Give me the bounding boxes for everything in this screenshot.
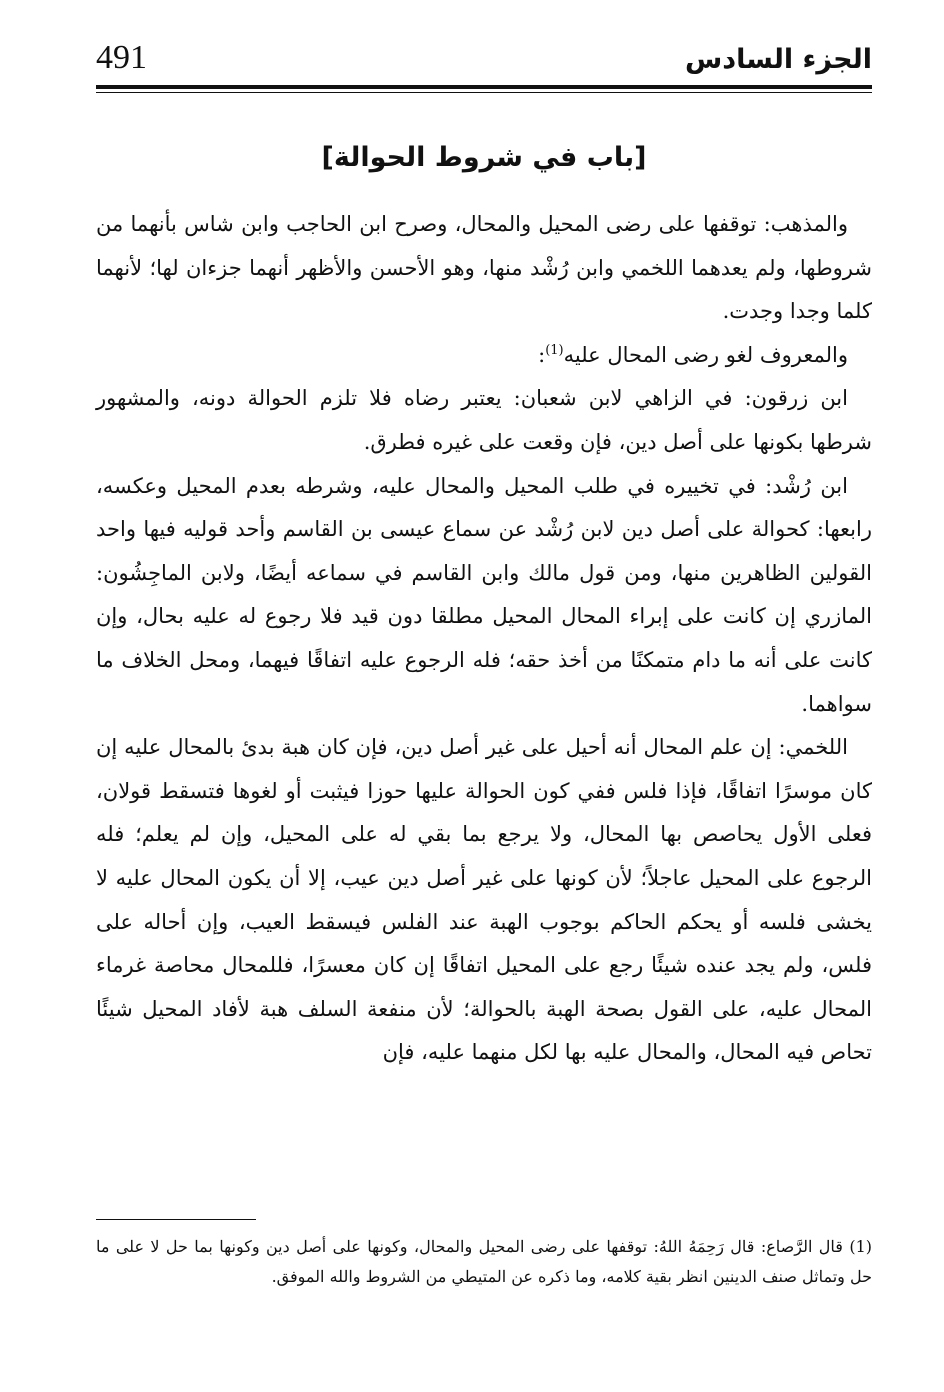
paragraph-text: والمعروف لغو رضى المحال عليه xyxy=(563,342,848,367)
header-rule-thick xyxy=(96,85,872,89)
footnote-reference: (1) xyxy=(545,342,564,358)
running-header xyxy=(96,30,872,86)
page-number: 491 xyxy=(96,39,147,76)
paragraph xyxy=(96,726,872,1075)
paragraph xyxy=(96,377,872,464)
paragraph-text: ابن رُشْد: في تخييره في طلب المحيل والمحال عليه، وشرطه بعدم المحيل وعكسه، رابعها: كحوالة على أصل دين لابن رُشْد عن سماع عيسى بن القاسم وأحد قوليه فيها واحد القولين الظاهرين منها، ومن قول مالك وابن القاسم في سماعه أيضًا، ولابن الماجِشُون: المازري إن كانت على إبراء المحال المحيل مطلقا دون قيد فلا رجوع له عليه بحال، وإن كانت على أنه ما دام متمكنًا من أخذ حقه؛ فله الرجوع عليه اتفاقًا فيهما، ومحل الخلاف ما سواهما. xyxy=(96,473,872,716)
paragraph-text: اللخمي: إن علم المحال أنه أحيل على غير أصل دين، فإن كان هبة بدئ بالمحال عليه إن كان موسرًا اتفاقًا، فإذا فلس ففي كون الحوالة عليها حوزا فيثبت أو لغوها فتسقط قولان، فعلى الأول يحاصص بها المحال، ولا يرجع بما بقي له على المحيل، وإن لم يعلم؛ فله الرجوع على المحيل عاجلاً؛ لأن كونها على غير أصل دين عيب، إلا أن يكون المحال عليه لا يخشى فلسه أو يحكم الحاكم بوجوب الهبة عند الفلس فيسقط العيب، وإن أحاله على فلس، ولم يجد عنده شيئًا رجع على المحيل اتفاقًا إن كان معسرًا، فللمحال محاصة غرماء المحال عليه، على القول بصحة الهبة بالحوالة؛ لأن منفعة السلف هبة لأفاد المحيل شيئًا تحاص فيه المحال، والمحال عليه بها لكل منهما عليه، فإن xyxy=(96,735,872,1065)
header-rule-thin xyxy=(96,92,872,93)
footnote: (1) قال الرَّصاع: قال رَحِمَهُ اللهُ: توقفها على رضى المحيل والمحال، وكونها على أصل دين وكونها بما حل لا على ما حل وتماثل صنف الدينين انظر بقية كلامه، وما ذكره عن المتيطي من الشروط والله الموفق. xyxy=(96,1237,872,1286)
paragraph xyxy=(96,203,872,334)
paragraph-tail: : xyxy=(538,342,546,367)
paragraph xyxy=(96,334,872,378)
volume-title: الجزء السادس xyxy=(685,44,872,75)
paragraph-text: ابن زرقون: في الزاهي لابن شعبان: يعتبر رضاه فلا تلزم الحوالة دونه، والمشهور شرطها بكونها على أصل دين، فإن وقعت على غيره فطرق. xyxy=(96,386,872,454)
paragraph xyxy=(96,465,872,727)
body-text xyxy=(96,203,872,1075)
paragraph-text: والمذهب: توقفها على رضى المحيل والمحال، وصرح ابن الحاجب وابن شاس بأنهما من شروطها، ولم يعدهما اللخمي وابن رُشْد منها، وهو الأحسن والأظهر أنهما جزءان لها؛ لأنهما كلما وجدا وجدت. xyxy=(96,212,872,324)
chapter-heading: [باب في شروط الحوالة] xyxy=(321,142,647,173)
footnote-separator xyxy=(96,1219,256,1220)
footnotes xyxy=(96,1232,872,1292)
